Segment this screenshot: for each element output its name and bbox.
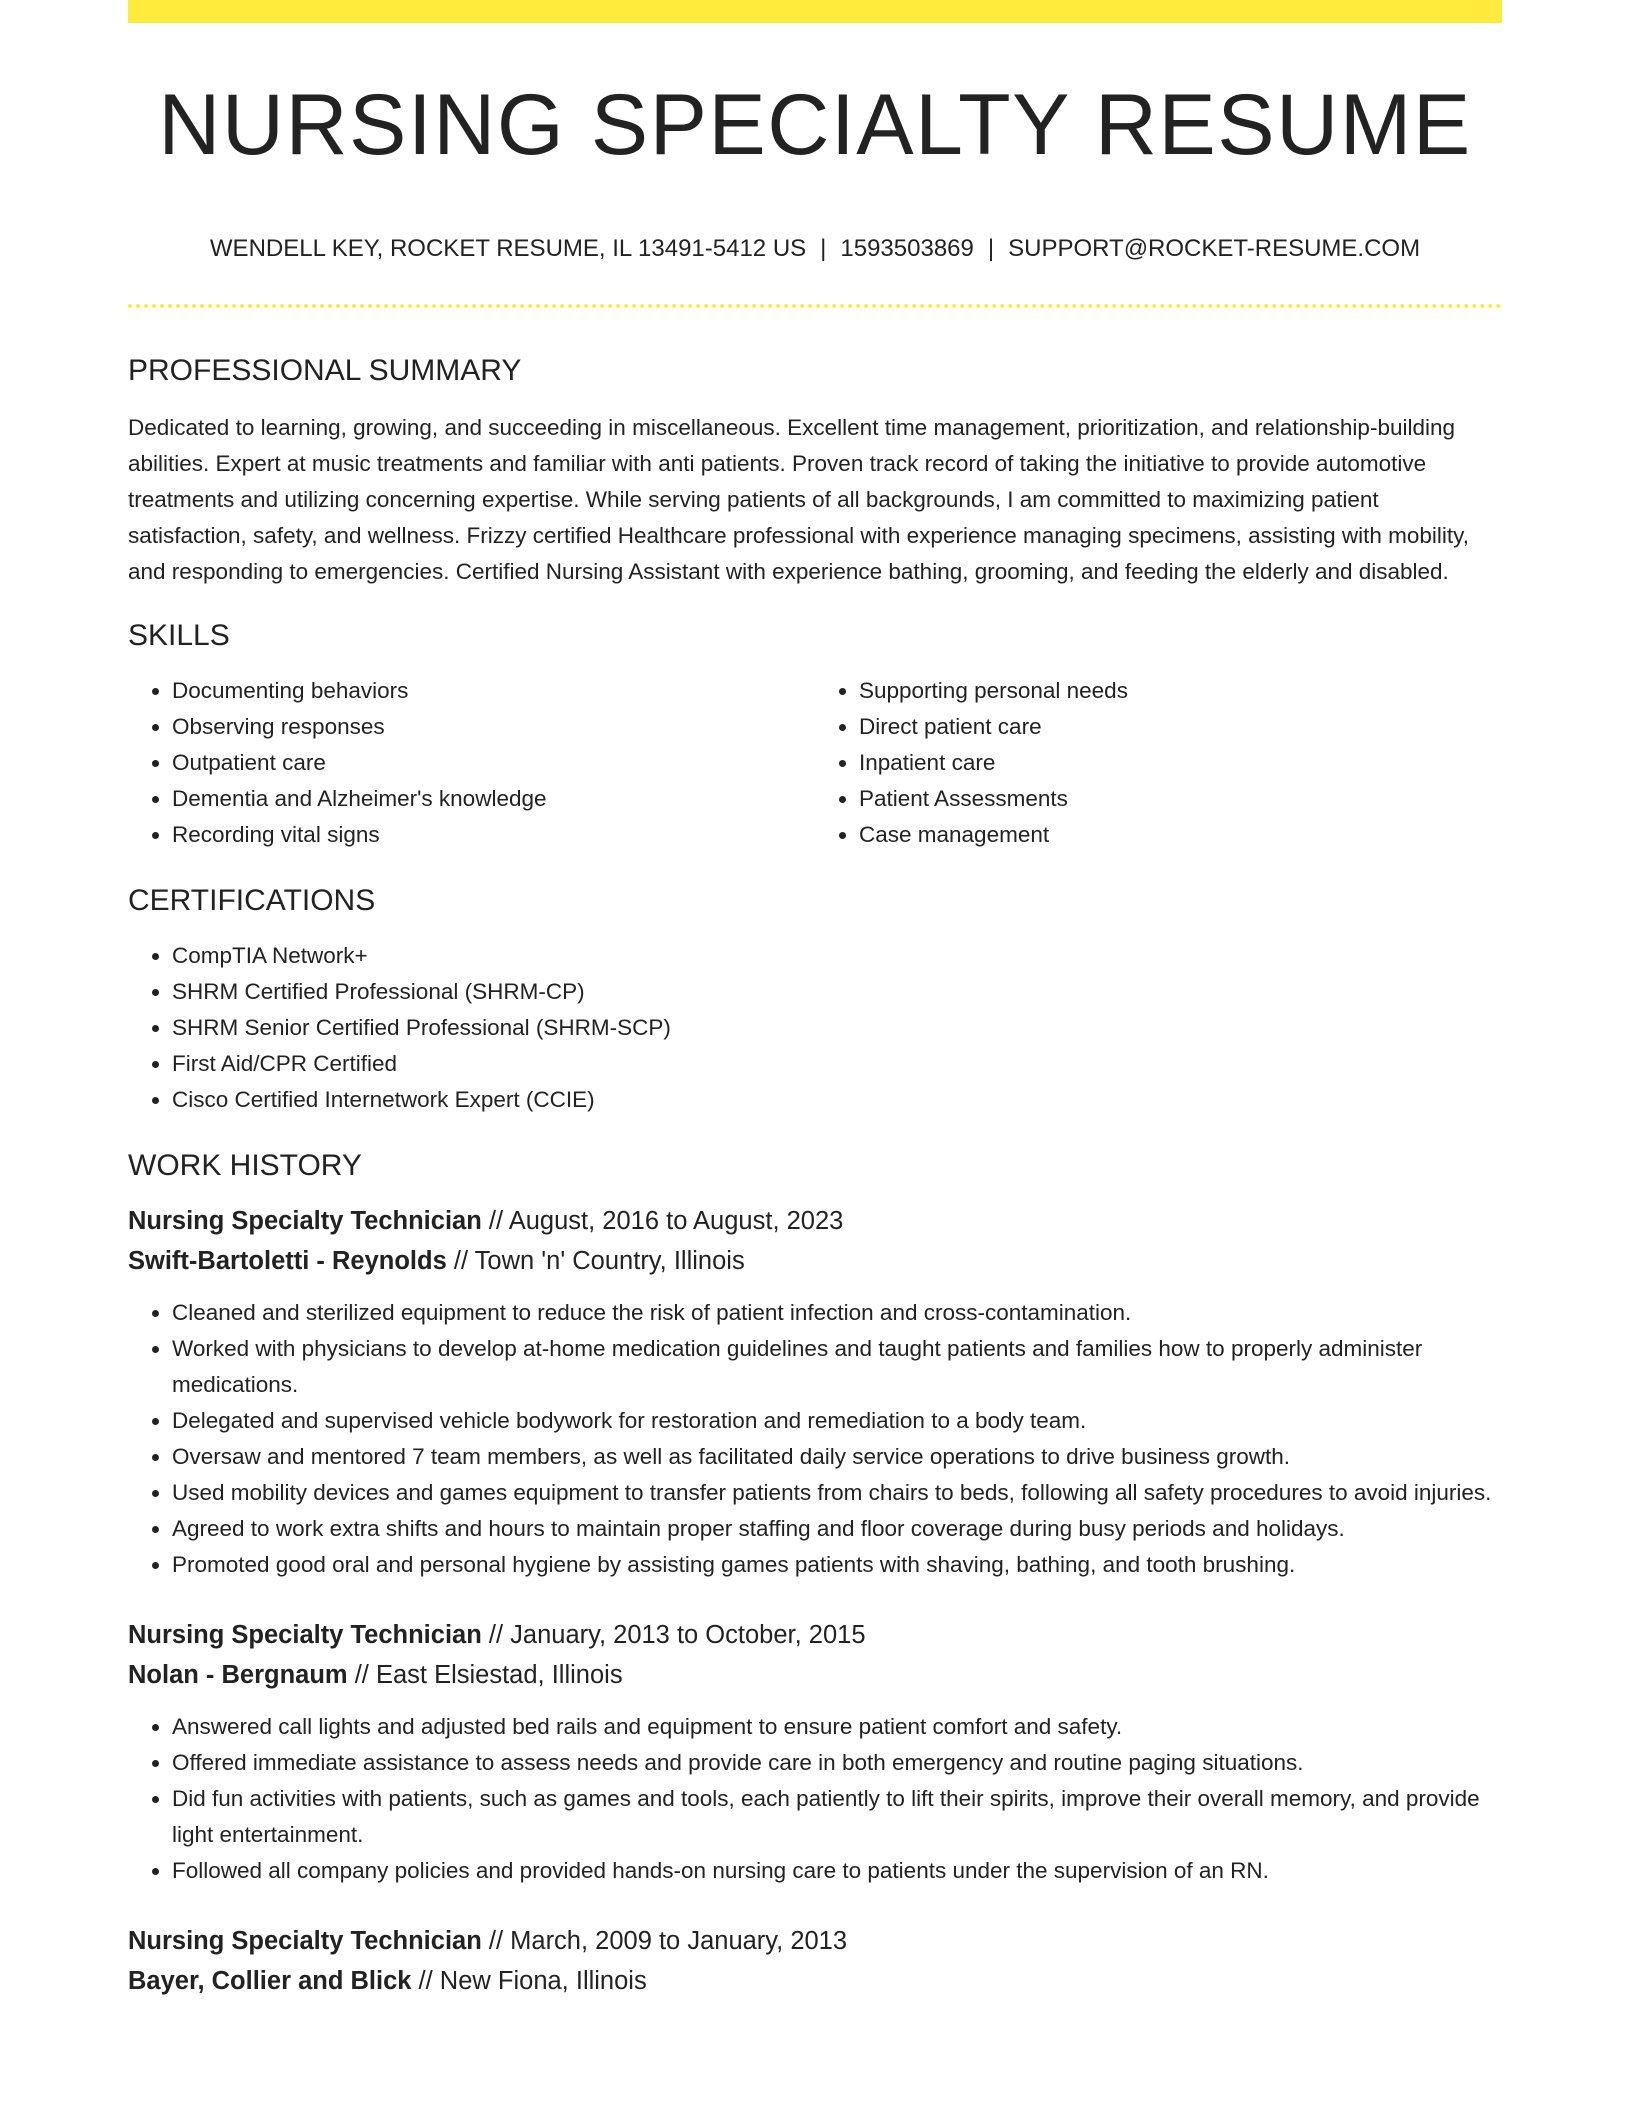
job-dates: // January, 2013 to October, 2015: [488, 1621, 866, 1649]
contact-email: SUPPORT@ROCKET-RESUME.COM: [1008, 235, 1421, 262]
skill-item: • Supporting personal needs: [859, 673, 1502, 709]
job-entry: [128, 1921, 1502, 2001]
contact-separator: |: [987, 235, 995, 262]
skill-item: • Dementia and Alzheimer's knowledge: [172, 781, 815, 817]
job-duty: • Followed all company policies and provided hands-on nursing care to patients under the supervision of an RN.: [172, 1853, 1502, 1889]
summary-text: Dedicated to learning, growing, and succeeding in miscellaneous. Excellent time management, prioritization, and relationship-building abilities. Expert at music treatments and familiar with anti patients. Proven track record of taking the initiative to provide automotive treatments and utilizing concerning expertise. While serving patients of all backgrounds, I am committed to maximizing patient satisfaction, safety, and wellness. Frizzy certified Healthcare professional with experience managing specimens, assisting with mobility, and responding to emergencies. Certified Nursing Assistant with experience bathing, grooming, and feeding the elderly and disabled.: [128, 415, 1470, 584]
skill-item: • Recording vital signs: [172, 817, 815, 853]
job-duty: • Used mobility devices and games equipment to transfer patients from chairs to beds, following all safety procedures to avoid injuries.: [172, 1475, 1502, 1511]
certification-item: • SHRM Senior Certified Professional (SHRM-SCP): [172, 1010, 1502, 1046]
job-duty: • Offered immediate assistance to assess needs and provide care in both emergency and routine paging situations.: [172, 1745, 1502, 1781]
job-duty: • Worked with physicians to develop at-home medication guidelines and taught patients and families how to properly administer medications.: [172, 1331, 1502, 1403]
job-title-line: [128, 1201, 1502, 1241]
job-duty: • Delegated and supervised vehicle bodywork for restoration and remediation to a body team.: [172, 1403, 1502, 1439]
skill-item: • Case management: [859, 817, 1502, 853]
job-duty: • Cleaned and sterilized equipment to reduce the risk of patient infection and cross-contamination.: [172, 1295, 1502, 1331]
certifications-heading: CERTIFICATIONS: [128, 884, 376, 917]
certification-item: • Cisco Certified Internetwork Expert (CCIE): [172, 1082, 1502, 1118]
certifications-list: [128, 938, 1502, 1118]
job-title-line: [128, 1921, 1502, 1961]
job-company-line: [128, 1655, 1502, 1695]
dotted-divider: [128, 304, 1502, 308]
job-duty: • Did fun activities with patients, such as games and tools, each patiently to lift their spirits, improve their overall memory, and provide light entertainment.: [172, 1781, 1502, 1853]
skill-item: • Direct patient care: [859, 709, 1502, 745]
job-company-line: [128, 1241, 1502, 1281]
job-title: Nursing Specialty Technician: [128, 1927, 482, 1955]
resume-content: [128, 0, 1502, 2001]
job-location: // New Fiona, Illinois: [418, 1967, 647, 1995]
job-duty: • Answered call lights and adjusted bed rails and equipment to ensure patient comfort and safety.: [172, 1709, 1502, 1745]
skills-list-right: [815, 673, 1502, 853]
skills-columns: [128, 673, 1502, 853]
job-entry: [128, 1201, 1502, 1583]
job-title-line: [128, 1615, 1502, 1655]
job-dates: // August, 2016 to August, 2023: [488, 1207, 844, 1235]
job-duty: • Agreed to work extra shifts and hours to maintain proper staffing and floor coverage during busy periods and holidays.: [172, 1511, 1502, 1547]
contact-address: WENDELL KEY, ROCKET RESUME, IL 13491-5412 US: [209, 235, 807, 262]
top-accent-bar: [128, 0, 1502, 23]
job-location: // Town 'n' Country, Illinois: [453, 1247, 745, 1275]
job-duty: • Oversaw and mentored 7 team members, as well as facilitated daily service operations to drive business growth.: [172, 1439, 1502, 1475]
skill-item: • Observing responses: [172, 709, 815, 745]
job-location: // East Elsiestad, Illinois: [354, 1661, 623, 1689]
contact-separator: |: [820, 235, 827, 262]
job-company: Nolan - Bergnaum: [128, 1661, 348, 1689]
skills-heading: SKILLS: [128, 619, 230, 652]
summary-heading: PROFESSIONAL SUMMARY: [128, 354, 522, 387]
job-company-line: [128, 1961, 1502, 2001]
skill-item: • Patient Assessments: [859, 781, 1502, 817]
certification-item: • First Aid/CPR Certified: [172, 1046, 1502, 1082]
job-title: Nursing Specialty Technician: [128, 1621, 482, 1649]
resume-title: NURSING SPECIALTY RESUME: [158, 77, 1472, 173]
certification-item: • SHRM Certified Professional (SHRM-CP): [172, 974, 1502, 1010]
job-duties-list: [128, 1709, 1502, 1889]
contact-phone: 1593503869: [840, 235, 974, 262]
job-company: Swift-Bartoletti - Reynolds: [128, 1247, 447, 1275]
skill-item: • Inpatient care: [859, 745, 1502, 781]
job-title: Nursing Specialty Technician: [128, 1207, 482, 1235]
job-duty: • Promoted good oral and personal hygiene by assisting games patients with shaving, bathing, and tooth brushing.: [172, 1547, 1502, 1583]
work-history-heading: WORK HISTORY: [128, 1149, 362, 1182]
certification-item: • CompTIA Network+: [172, 938, 1502, 974]
job-entry: [128, 1615, 1502, 1889]
skill-item: • Outpatient care: [172, 745, 815, 781]
job-dates: // March, 2009 to January, 2013: [488, 1927, 848, 1955]
skill-item: • Documenting behaviors: [172, 673, 815, 709]
job-company: Bayer, Collier and Blick: [128, 1967, 412, 1995]
skills-list-left: [128, 673, 815, 853]
contact-line: [128, 237, 1502, 261]
job-duties-list: [128, 1295, 1502, 1583]
